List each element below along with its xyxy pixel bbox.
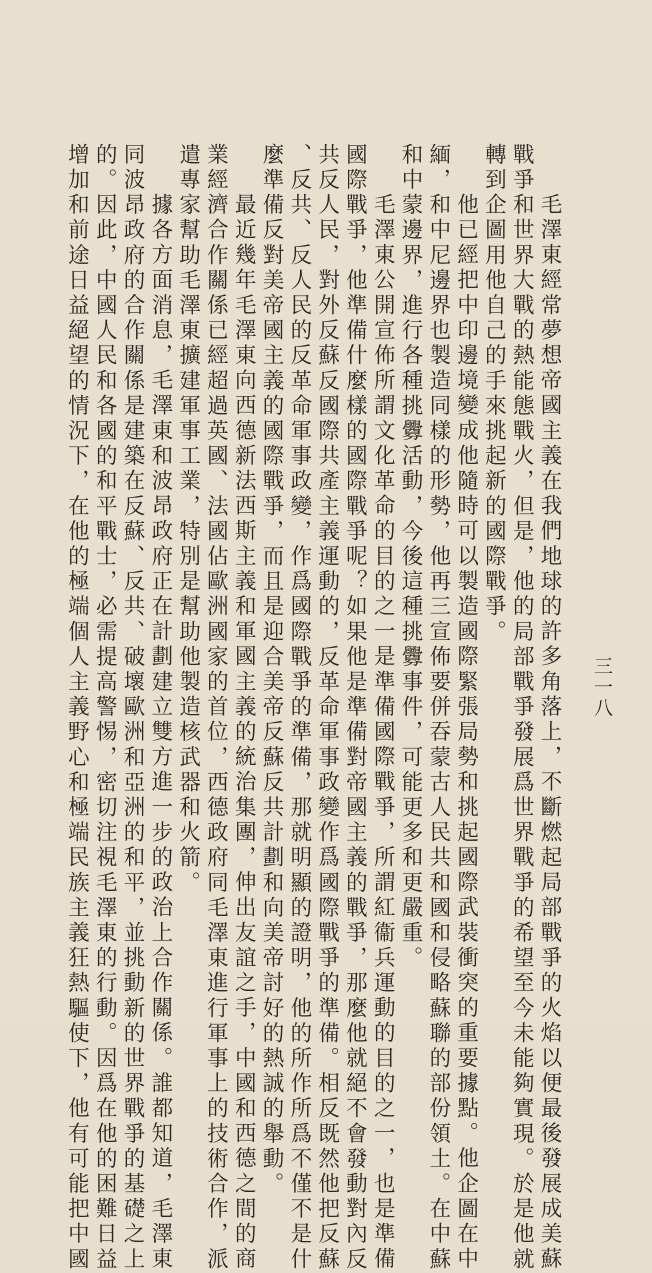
- page-number: 三一八: [591, 656, 613, 719]
- text-column: 同波昂政府的合作關係是建築在反蘇、反共、破壞歐洲和亞洲的和平，並挑動新的世界戰爭的基礎之上: [120, 143, 145, 1273]
- text-column: 最近幾年毛澤東向西德新法西斯主義和軍國主義的統治集團，伸出友誼之手，中國和西德之間的商: [231, 193, 257, 1273]
- text-column: 共反人民，對外反蘇反國際共產主義運動的，反革命軍事政變作爲國際戰爭的準備。相反既然他把反蘇: [314, 143, 340, 1273]
- text-column: 、反共、反人民的反革命軍事政變，作爲國際戰爭的準備，那就明顯的證明，他的所作所爲不僅不是什: [286, 143, 312, 1273]
- text-column: 業經濟合作關係已經超過英國、法國佔歐洲國家的首位，西德政府同毛澤東進行軍事上的技術合作，派: [203, 143, 229, 1273]
- text-column: 據各方面消息，毛澤東和波昂政府正在計劃建立雙方進一步的政治上合作關係。誰都知道，毛澤東: [147, 193, 173, 1273]
- text-column: 轉到企圖用他自己的手來挑起新的國際戰爭。: [481, 143, 507, 645]
- text-column: 緬，和中尼邊界也製造同樣的形勢，他再三宣佈要併吞蒙古人民共和國和侵略蘇聯的部份領土。在中蘇: [425, 143, 451, 1273]
- text-column: 戰爭和世界大戰的熱能態戰火，但是，他的局部戰爭發展爲世界戰爭的希望至今未能夠實現。於是他就: [509, 143, 535, 1273]
- text-column: 增加和前途日益絕望的情況下，在他的極端個人主義野心和極端民族主義狂熱驅使下，他有可能把中國: [64, 143, 90, 1273]
- text-column: 遣專家幫助毛澤東擴建軍事工業，特別是幫助他製造核武器和火箭。: [175, 143, 201, 896]
- body-text: [64, 0, 562, 1273]
- text-column: 毛澤東經常夢想帝國主義在我們地球的許多角落上，不斷燃起局部戰爭的火焰以便最後發展成美蘇: [537, 193, 562, 1273]
- text-column: 麼準備反對美帝國主義的國際戰爭，而且是迎合美帝反蘇反共計劃和向美帝討好的熱誠的舉動。: [259, 143, 284, 1198]
- text-column: 毛澤東公開宣佈所謂文化革命的目的之一是準備國際戰爭，所謂紅衞兵運動的目的之一，也是準備: [370, 193, 396, 1273]
- text-column: 和中蒙邊界，進行各種挑釁活動，今後這種挑釁事件，可能更多和更嚴重。: [398, 143, 423, 972]
- text-column: 他已經把中印邊境變成他隨時可以製造國際緊張局勢和挑起國際武裝衝突的重要據點。他企圖在中: [453, 193, 479, 1273]
- text-column: 國際戰爭，他準備什麼樣的國際戰爭呢？如果他是準備對帝國主義的戰爭，那麼他就絕不會發動對內反: [342, 143, 368, 1273]
- text-column: 的。因此，中國人民和各國的和平戰士，必需提高警惕，密切注視毛澤東的行動。因爲在他的困難日益: [92, 143, 118, 1273]
